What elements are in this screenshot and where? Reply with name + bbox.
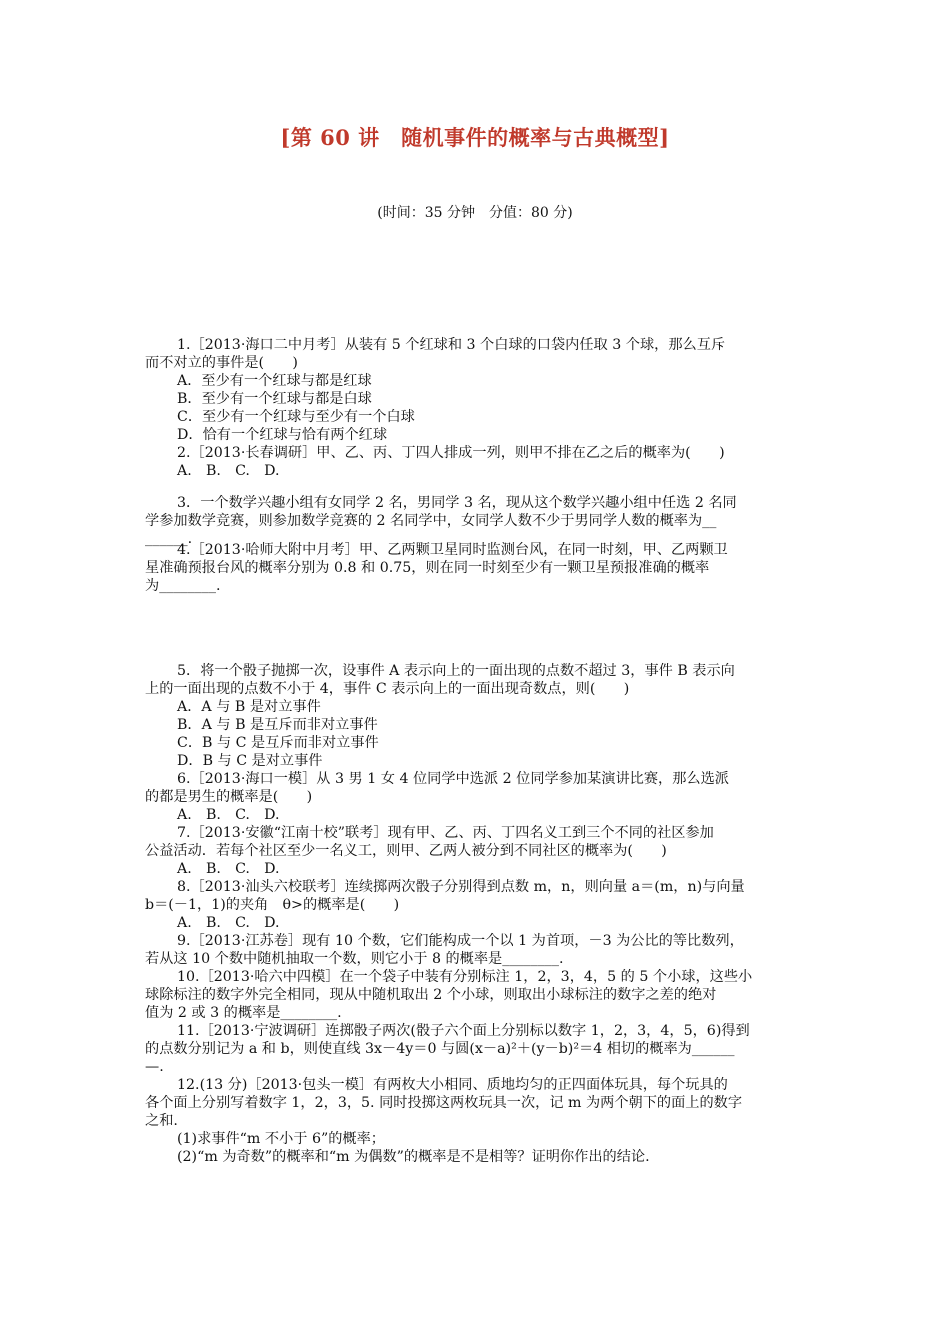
q10-line-3: 值为 2 或 3 的概率是________. bbox=[145, 1005, 342, 1021]
q1-option-d: D．恰有一个红球与恰有两个红球 bbox=[177, 427, 388, 443]
page-title: [第 60 讲 随机事件的概率与古典概型] bbox=[280, 125, 670, 150]
q10-line-1: 10.［2013·哈六中四模］在一个袋子中装有分别标注 1，2，3，4，5 的 5 个小球，这些小 bbox=[177, 969, 753, 985]
q5-line-1: 5．将一个骰子抛掷一次，设事件 A 表示向上的一面出现的点数不超过 3，事件 B 表示向 bbox=[177, 663, 735, 679]
q7-line-1: 7.［2013·安徽“江南十校”联考］现有甲、乙、丙、丁四名义工到三个不同的社区参加 bbox=[177, 825, 714, 841]
q5-option-a: A．A 与 B 是对立事件 bbox=[177, 699, 321, 715]
q9-line-1: 9.［2013·江苏卷］现有 10 个数，它们能构成一个以 1 为首项，－3 为公比的等比数列， bbox=[177, 933, 744, 949]
q4-line-1: 4.［2013·哈师大附中月考］甲、乙两颗卫星同时监测台风，在同一时刻，甲、乙两颗卫 bbox=[177, 542, 728, 558]
q3-line-3: ______. bbox=[145, 531, 193, 547]
q8-line-1: 8.［2013·汕头六校联考］连续掷两次骰子分别得到点数 m，n，则向量 a＝(m，n)与向量 bbox=[177, 879, 745, 895]
q11-line-1: 11.［2013·宁波调研］连掷骰子两次(骰子六个面上分别标以数字 1，2，3，4，5，6)得到 bbox=[177, 1023, 750, 1039]
q3-line-1: 3．一个数学兴趣小组有女同学 2 名，男同学 3 名，现从这个数学兴趣小组中任选 2 名同 bbox=[177, 495, 737, 511]
q2-options: A. B. C. D. bbox=[177, 463, 280, 479]
q6-options: A. B. C. D. bbox=[177, 807, 280, 823]
q11-line-2: 的点数分别记为 a 和 b，则使直线 3x－4y＝0 与圆(x－a)²＋(y－b)²＝4 相切的概率为______ bbox=[145, 1041, 735, 1057]
q8-options: A. B. C. D. bbox=[177, 915, 280, 931]
q11-line-3: —. bbox=[145, 1059, 164, 1075]
q12-line-1: 12.(13 分)［2013·包头一模］有两枚大小相同、质地均匀的正四面体玩具，每个玩具的 bbox=[177, 1077, 728, 1093]
q5-line-2: 上的一面出现的点数不小于 4，事件 C 表示向上的一面出现奇数点，则( ) bbox=[145, 681, 630, 697]
q5-option-c: C．B 与 C 是互斥而非对立事件 bbox=[177, 735, 379, 751]
q5-option-d: D．B 与 C 是对立事件 bbox=[177, 753, 323, 769]
q8-line-2: b＝(－1，1)的夹角 θ>的概率是( ) bbox=[145, 897, 400, 913]
q4-line-2: 星准确预报台风的概率分别为 0.8 和 0.75，则在同一时刻至少有一颗卫星预报准确的概率 bbox=[145, 560, 710, 576]
q4-line-3: 为________. bbox=[145, 578, 221, 594]
q7-options: A. B. C. D. bbox=[177, 861, 280, 877]
q1-line-2: 而不对立的事件是( ) bbox=[145, 355, 298, 371]
q1-option-c: C．至少有一个红球与至少有一个白球 bbox=[177, 409, 415, 425]
q12-line-2: 各个面上分别写着数字 1，2，3，5. 同时投掷这两枚玩具一次，记 m 为两个朝下的面上的数字 bbox=[145, 1095, 743, 1111]
q2-line-1: 2.［2013·长春调研］甲、乙、丙、丁四人排成一列，则甲不排在乙之后的概率为( ) bbox=[177, 445, 725, 461]
q6-line-1: 6.［2013·海口一模］从 3 男 1 女 4 位同学中选派 2 位同学参加某演讲比赛，那么选派 bbox=[177, 771, 729, 787]
q1-option-a: A．至少有一个红球与都是红球 bbox=[177, 373, 372, 389]
q10-line-2: 球除标注的数字外完全相同，现从中随机取出 2 个小球，则取出小球标注的数字之差的绝对 bbox=[145, 987, 717, 1003]
q9-line-2: 若从这 10 个数中随机抽取一个数，则它小于 8 的概率是________. bbox=[145, 951, 564, 967]
q3-line-2: 学参加数学竞赛，则参加数学竞赛的 2 名同学中，女同学人数不少于男同学人数的概率为__ bbox=[145, 513, 717, 529]
q12-part-1: (1)求事件“m 不小于 6”的概率； bbox=[177, 1131, 385, 1147]
q12-part-2: (2)“m 为奇数”的概率和“m 为偶数”的概率是不是相等？证明你作出的结论. bbox=[177, 1149, 650, 1165]
q5-option-b: B．A 与 B 是互斥而非对立事件 bbox=[177, 717, 378, 733]
q7-line-2: 公益活动．若每个社区至少一名义工，则甲、乙两人被分到不同社区的概率为( ) bbox=[145, 843, 667, 859]
q6-line-2: 的都是男生的概率是( ) bbox=[145, 789, 313, 805]
time-score-info: (时间：35 分钟 分值：80 分) bbox=[377, 205, 573, 221]
q1-line-1: 1.［2013·海口二中月考］从装有 5 个红球和 3 个白球的口袋内任取 3 个球，那么互斥 bbox=[177, 337, 726, 353]
q1-option-b: B．至少有一个红球与都是白球 bbox=[177, 391, 372, 407]
q12-line-3: 之和. bbox=[145, 1113, 178, 1129]
